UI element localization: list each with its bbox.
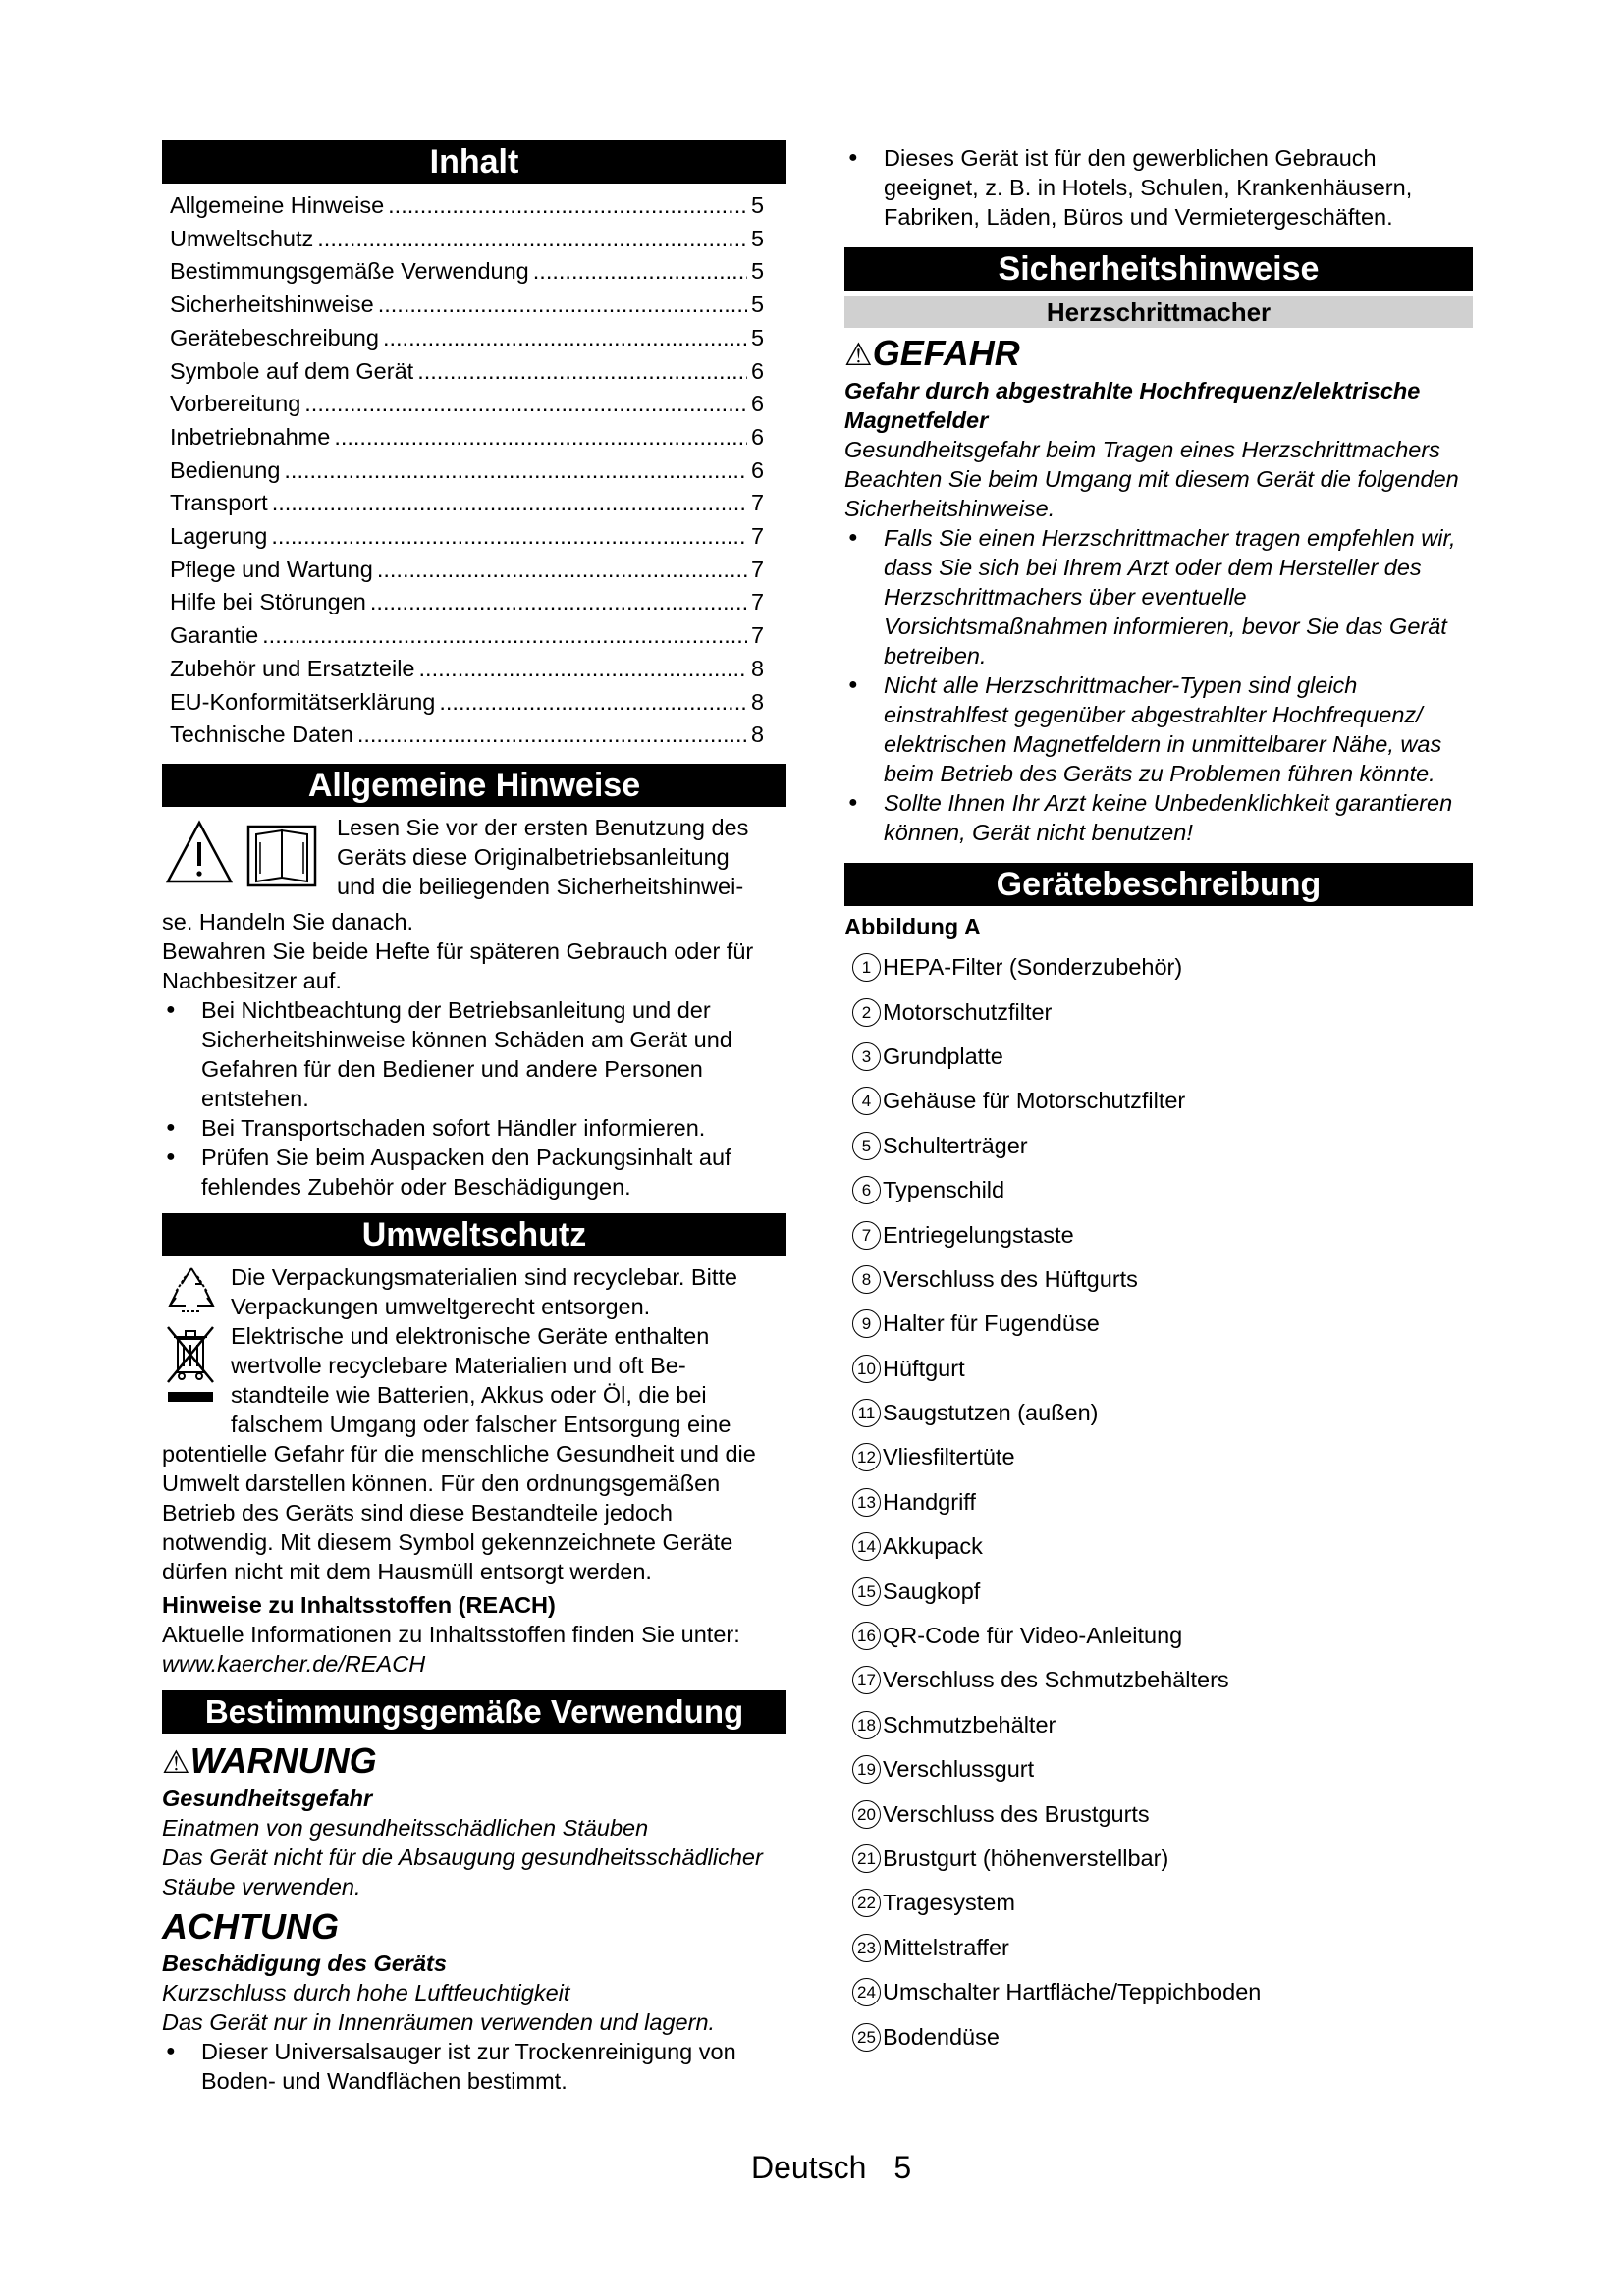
component-label: Halter für Fugendüse: [883, 1310, 1100, 1337]
component-number: 12: [852, 1443, 881, 1471]
component-item: [844, 1614, 1473, 1658]
component-number: 19: [852, 1755, 881, 1784]
component-number: 18: [852, 1711, 881, 1739]
toc-entry-title: Allgemeine Hinweise: [170, 192, 385, 218]
toc-entry[interactable]: [162, 653, 786, 686]
caution-title: ACHTUNG: [162, 1905, 339, 1947]
bestimmung-bullet: ● Dieser Universalsauger ist zur Trockenreinigung von Boden- und Wandflächen bestimmt.: [162, 2037, 786, 2096]
component-number: 14: [852, 1532, 881, 1561]
component-item: [844, 1168, 1473, 1212]
component-label: Verschluss des Brustgurts: [883, 1800, 1150, 1827]
footer-page-number: 5: [893, 2150, 912, 2185]
toc-entry[interactable]: [162, 686, 786, 720]
geraet-heading: Gerätebeschreibung: [844, 863, 1473, 906]
component-label: Typenschild: [883, 1177, 1005, 1203]
toc-leader-dots: [262, 619, 747, 653]
toc-entry-page: 8: [751, 688, 765, 715]
weee-continued: potentielle Gefahr für die menschliche Gesundheit und die Umwelt darstellen können. Für den ordnungsgemäßen Betrieb des Geräts sind diese Bestandteile jedoch notwendig. Mit diesem Symbol gekennzeichnete Geräte dürfen nicht mit dem Hausmüll entsorgt werden.: [162, 1440, 756, 1584]
toc-entry-page: 6: [751, 423, 765, 450]
component-item: [844, 1035, 1473, 1079]
toc-entry[interactable]: [162, 619, 786, 653]
toc-entry-title: Bedienung: [170, 456, 281, 483]
toc-entry-page: 7: [751, 490, 765, 516]
page-footer: [751, 2150, 939, 2186]
component-number: 7: [852, 1221, 881, 1250]
component-number: 3: [852, 1042, 881, 1071]
toc-leader-dots: [317, 223, 747, 256]
component-number: 15: [852, 1577, 881, 1606]
toc-entry-page: 5: [751, 292, 765, 318]
toc-entry-title: Bestimmungsgemäße Verwendung: [170, 258, 529, 285]
caution-subtitle: Beschädigung des Geräts: [162, 1949, 447, 1976]
toc-list: [162, 189, 786, 752]
danger-line-2: Beachten Sie beim Umgang mit diesem Gerät die folgenden Sicherheitshinweise.: [844, 466, 1459, 521]
toc-entry-title: Transport: [170, 490, 268, 516]
toc-leader-dots: [271, 520, 747, 554]
reach-text: Aktuelle Informationen zu Inhaltsstoffen finden Sie unter:: [162, 1621, 740, 1647]
toc-leader-dots: [357, 719, 747, 752]
component-item: [844, 1658, 1473, 1702]
component-item: [844, 1569, 1473, 1613]
component-label: Bodendüse: [883, 2023, 1000, 2050]
toc-leader-dots: [383, 322, 747, 355]
toc-leader-dots: [388, 189, 747, 223]
reach-heading: Hinweise zu Inhaltsstoffen (REACH): [162, 1591, 556, 1618]
toc-entry[interactable]: [162, 520, 786, 554]
toc-entry-title: Lagerung: [170, 523, 268, 550]
toc-entry-page: 7: [751, 556, 765, 582]
component-label: Hüftgurt: [883, 1355, 965, 1381]
component-number: 10: [852, 1355, 881, 1383]
allgemeine-intro-line-3: und die beiliegenden Sicherheitshinwei-: [337, 873, 744, 899]
left-column: [162, 140, 786, 2096]
toc-entry-page: 8: [751, 655, 765, 681]
danger-line-1: Gesundheitsgefahr beim Tragen eines Herzschrittmachers: [844, 437, 1440, 462]
caution-line-2: Das Gerät nur in Innenräumen verwenden und lagern.: [162, 2008, 716, 2035]
toc-entry-title: Inbetriebnahme: [170, 423, 331, 450]
component-label: Saugkopf: [883, 1577, 981, 1604]
toc-entry-page: 7: [751, 523, 765, 550]
component-label: Mittelstraffer: [883, 1934, 1009, 1960]
caution-line-1: Kurzschluss durch hohe Luftfeuchtigkeit: [162, 1979, 570, 2005]
component-item: [844, 1079, 1473, 1123]
toc-entry-page: 5: [751, 258, 765, 285]
component-list: [844, 945, 1473, 2059]
component-item: [844, 1124, 1473, 1168]
toc-leader-dots: [377, 554, 747, 587]
allgemeine-heading: Allgemeine Hinweise: [162, 764, 786, 807]
warning-and-manual-icons: [162, 813, 337, 907]
weee-line-2: wertvolle recyclebare Materialien und oft Be-: [231, 1352, 686, 1378]
sicherheit-bullet: ● Nicht alle Herzschrittmacher-Typen sind gleich einstrahlfest gegenüber abgestrahlter Hochfrequenz/ elektrischen Magnetfeldern in unmittelbarer Nähe, was beim Betrieb des Geräts zu Problemen führen könnte.: [844, 670, 1473, 788]
component-number: 8: [852, 1265, 881, 1294]
sicherheit-heading: Sicherheitshinweise: [844, 247, 1473, 291]
component-item: [844, 1703, 1473, 1747]
component-label: Verschluss des Schmutzbehälters: [883, 1667, 1229, 1693]
component-number: 23: [852, 1934, 881, 1962]
toc-entry[interactable]: [162, 322, 786, 355]
weee-block: [162, 1321, 786, 1439]
component-label: Verschluss des Hüftgurts: [883, 1265, 1138, 1292]
component-number: 21: [852, 1844, 881, 1873]
weee-line-1: Elektrische und elektronische Geräte enthalten: [231, 1322, 710, 1349]
toc-leader-dots: [334, 421, 747, 454]
sicherheit-bullet: ● Falls Sie einen Herzschrittmacher tragen empfehlen wir, dass Sie sich bei Ihrem Arzt oder dem Hersteller des Herzschrittmachers über eventuelle Vorsichtsmaßnahmen informieren, bevor Sie das Gerät betreiben.: [844, 523, 1473, 670]
toc-entry[interactable]: [162, 554, 786, 587]
warning-triangle-icon: ⚠: [162, 1743, 190, 1780]
component-label: QR-Code für Video-Anleitung: [883, 1623, 1183, 1649]
warning-line-2: Das Gerät nicht für die Absaugung gesundheitsschädlicher Stäube verwenden.: [162, 1843, 763, 1899]
component-item: [844, 1881, 1473, 1925]
toc-entry[interactable]: [162, 289, 786, 322]
toc-entry-page: 6: [751, 456, 765, 483]
reach-paragraph: [162, 1620, 786, 1679]
allgemeine-para: Bewahren Sie beide Hefte für späteren Gebrauch oder für Nachbesitzer auf.: [162, 937, 754, 993]
toc-entry-page: 7: [751, 589, 765, 615]
component-label: Verschlussgurt: [883, 1756, 1035, 1783]
toc-entry-page: 5: [751, 324, 765, 350]
toc-entry-title: EU-Konformitätserklärung: [170, 688, 436, 715]
component-label: Akkupack: [883, 1533, 983, 1560]
allgemeine-intro: [162, 813, 786, 907]
component-item: [844, 1391, 1473, 1435]
toc-leader-dots: [304, 388, 747, 421]
component-number: 1: [852, 953, 881, 982]
toc-leader-dots: [272, 487, 747, 520]
component-item: [844, 2014, 1473, 2058]
footer-language: Deutsch: [751, 2150, 867, 2185]
component-item: [844, 1435, 1473, 1479]
bestimmung-heading: Bestimmungsgemäße Verwendung: [162, 1690, 786, 1734]
recycle-block: [162, 1262, 786, 1321]
allgemeine-intro-continued: se. Handeln Sie danach.: [162, 908, 414, 934]
warning-line-1: Einatmen von gesundheitsschädlichen Stäuben: [162, 1814, 649, 1841]
component-label: Schulterträger: [883, 1132, 1028, 1158]
component-number: 6: [852, 1176, 881, 1204]
component-item: [844, 1212, 1473, 1256]
bestimmung-bullets-right: [844, 143, 1473, 232]
toc-entry-title: Garantie: [170, 622, 259, 649]
toc-entry[interactable]: [162, 586, 786, 619]
toc-entry-title: Sicherheitshinweise: [170, 292, 374, 318]
toc-entry-title: Zubehör und Ersatzteile: [170, 655, 415, 681]
sicherheit-bullets: [844, 523, 1473, 847]
component-number: 9: [852, 1309, 881, 1338]
component-item: [844, 1926, 1473, 1970]
component-label: Schmutzbehälter: [883, 1711, 1056, 1737]
component-label: Entriegelungstaste: [883, 1221, 1074, 1248]
sicherheit-bullet: ● Sollte Ihnen Ihr Arzt keine Unbedenklichkeit garantieren können, Gerät nicht benutzen!: [844, 788, 1473, 847]
warning-label: WARNUNG: [189, 1739, 377, 1781]
component-item: [844, 1524, 1473, 1569]
toc-entry[interactable]: [162, 421, 786, 454]
component-label: Handgriff: [883, 1488, 976, 1515]
warning-title: [162, 1739, 786, 1784]
toc-leader-dots: [417, 355, 747, 389]
toc-entry-page: 5: [751, 225, 765, 251]
allgemeine-bullet: ● Bei Nichtbeachtung der Betriebsanleitung und der Sicherheitshinweise können Schäden am Gerät und Gefahren für den Bediener und andere Personen entstehen.: [162, 995, 786, 1113]
toc-leader-dots: [378, 289, 747, 322]
component-item: [844, 1302, 1473, 1346]
recycle-icon: [162, 1262, 221, 1319]
component-label: Motorschutzfilter: [883, 998, 1053, 1025]
component-item: [844, 1747, 1473, 1791]
toc-leader-dots: [284, 454, 747, 488]
component-number: 16: [852, 1622, 881, 1650]
toc-entry-page: 7: [751, 622, 765, 649]
component-number: 24: [852, 1978, 881, 2006]
component-label: Grundplatte: [883, 1042, 1003, 1069]
component-item: [844, 1970, 1473, 2014]
component-number: 22: [852, 1889, 881, 1917]
toc-leader-dots: [439, 686, 747, 720]
component-label: Gehäuse für Motorschutzfilter: [883, 1088, 1186, 1114]
reach-link[interactable]: www.kaercher.de/REACH: [162, 1650, 426, 1677]
toc-entry[interactable]: [162, 719, 786, 752]
component-label: Umschalter Hartfläche/Teppichboden: [883, 1979, 1262, 2005]
component-item: [844, 989, 1473, 1034]
toc-entry-title: Hilfe bei Störungen: [170, 589, 366, 615]
toc-entry[interactable]: [162, 255, 786, 289]
allgemeine-bullet: ● Prüfen Sie beim Auspacken den Packungsinhalt auf fehlendes Zubehör oder Beschädigungen.: [162, 1143, 786, 1201]
component-number: 4: [852, 1087, 881, 1115]
component-number: 17: [852, 1666, 881, 1694]
toc-entry-title: Pflege und Wartung: [170, 556, 373, 582]
toc-entry-page: 5: [751, 192, 765, 218]
danger-title: [844, 332, 1473, 376]
warning-subtitle: Gesundheitsgefahr: [162, 1785, 373, 1811]
component-number: 11: [852, 1399, 881, 1427]
danger-label: GEFAHR: [872, 333, 1020, 373]
bestimmung-bullets-left: [162, 2037, 786, 2096]
allgemeine-intro-line-2: Geräts diese Originalbetriebsanleitung: [337, 843, 730, 870]
toc-entry-title: Umweltschutz: [170, 225, 314, 251]
danger-subtitle: Gefahr durch abgestrahlte Hochfrequenz/elektrische Magnetfelder: [844, 378, 1421, 433]
toc-entry[interactable]: [162, 189, 786, 223]
toc-entry[interactable]: [162, 355, 786, 389]
component-item: [844, 1480, 1473, 1524]
component-label: HEPA-Filter (Sonderzubehör): [883, 954, 1183, 981]
toc-entry[interactable]: [162, 454, 786, 488]
component-item: [844, 1347, 1473, 1391]
warning-manual-icon: [162, 813, 337, 907]
component-label: Saugstutzen (außen): [883, 1400, 1099, 1426]
toc-heading: Inhalt: [162, 140, 786, 184]
toc-leader-dots: [370, 586, 747, 619]
toc-entry[interactable]: [162, 388, 786, 421]
toc-entry-title: Vorbereitung: [170, 391, 301, 417]
weee-line-3: standteile wie Batterien, Akkus oder Öl, die bei: [231, 1381, 707, 1408]
right-column: [844, 143, 1473, 2059]
toc-entry-page: 6: [751, 391, 765, 417]
recycle-text: Die Verpackungsmaterialien sind recyclebar. Bitte Verpackungen umweltgerecht entsorgen.: [231, 1263, 737, 1319]
toc-entry-title: Gerätebeschreibung: [170, 324, 379, 350]
allgemeine-intro-line-1: Lesen Sie vor der ersten Benutzung des: [337, 814, 749, 840]
umwelt-heading: Umweltschutz: [162, 1213, 786, 1256]
component-label: Tragesystem: [883, 1890, 1015, 1916]
component-item: [844, 1791, 1473, 1836]
component-number: 5: [852, 1132, 881, 1160]
component-label: Vliesfiltertüte: [883, 1444, 1015, 1470]
component-label: Brustgurt (höhenverstellbar): [883, 1845, 1169, 1871]
toc-leader-dots: [419, 653, 747, 686]
herzschrittmacher-subheading: Herzschrittmacher: [844, 296, 1473, 328]
toc-entry[interactable]: [162, 223, 786, 256]
toc-entry-page: 6: [751, 357, 765, 384]
component-item: [844, 945, 1473, 989]
toc-entry[interactable]: [162, 487, 786, 520]
component-item: [844, 1837, 1473, 1881]
component-number: 25: [852, 2023, 881, 2052]
toc-leader-dots: [533, 255, 747, 289]
danger-triangle-icon: ⚠: [844, 337, 873, 372]
toc-entry-title: Symbole auf dem Gerät: [170, 357, 414, 384]
figure-label: Abbildung A: [844, 914, 981, 939]
weee-line-4: falschem Umgang oder falscher Entsorgung eine: [231, 1411, 731, 1437]
bestimmung-bullet: ● Dieses Gerät ist für den gewerblichen Gebrauch geeignet, z. B. in Hotels, Schulen, Krankenhäusern, Fabriken, Läden, Büros und Vermietergeschäften.: [844, 143, 1473, 232]
component-number: 20: [852, 1800, 881, 1829]
component-item: [844, 1257, 1473, 1302]
allgemeine-bullets: [162, 995, 786, 1201]
component-number: 13: [852, 1488, 881, 1517]
toc-entry-title: Technische Daten: [170, 721, 353, 748]
component-number: 2: [852, 998, 881, 1027]
toc-entry-page: 8: [751, 721, 765, 748]
allgemeine-bullet: ● Bei Transportschaden sofort Händler informieren.: [162, 1113, 786, 1143]
crossed-bin-icon: [162, 1321, 221, 1431]
